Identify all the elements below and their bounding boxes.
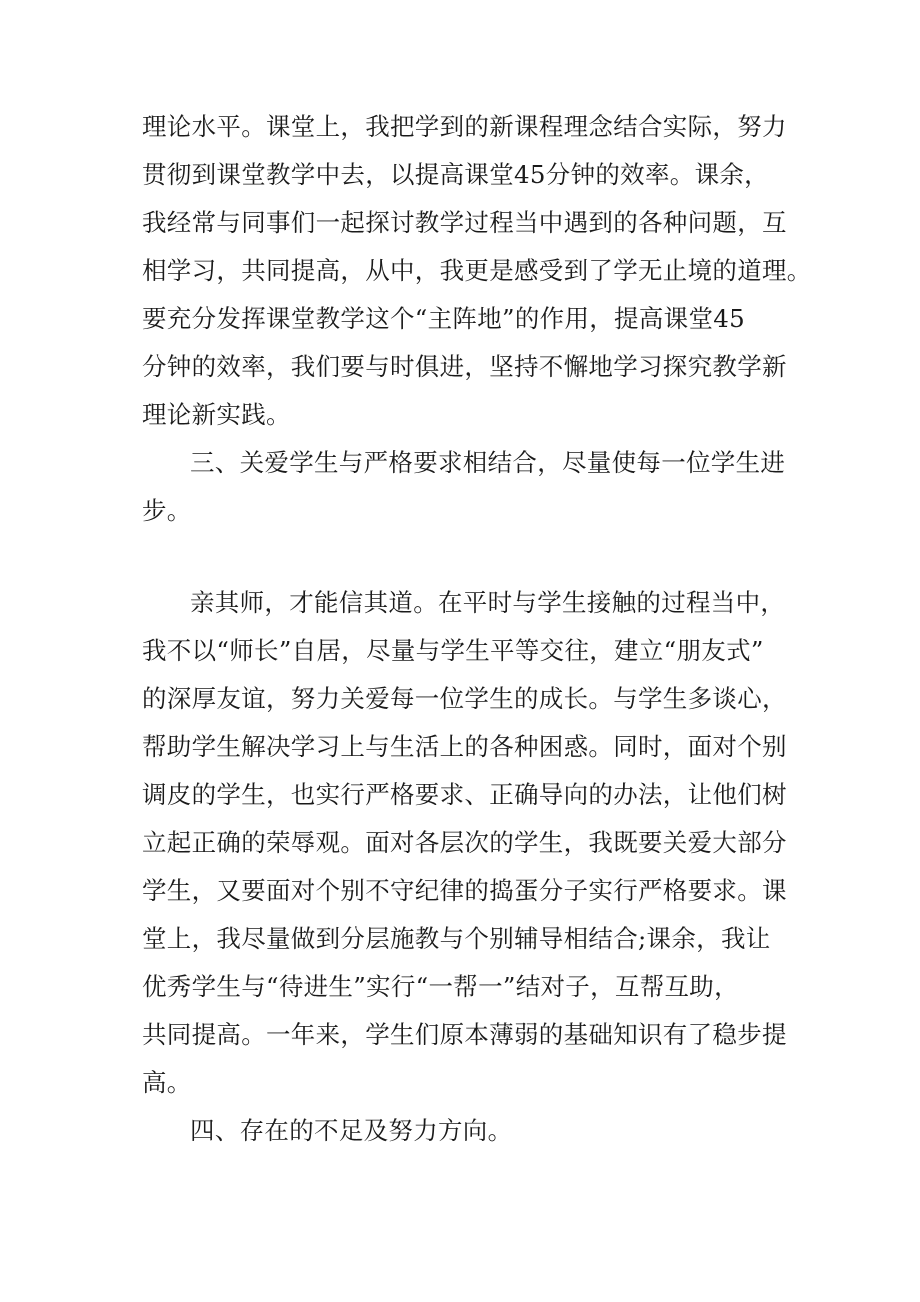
text-line: 我不以“师长”自居，尽量与学生平等交往，建立“朋友式” [142,636,764,665]
text-line: 调皮的学生，也实行严格要求、正确导向的办法，让他们树 [142,780,787,809]
text-line: 堂上，我尽量做到分层施教与个别辅导相结合;课余，我让 [142,924,771,953]
text-line: 帮助学生解决学习上与生活上的各种困惑。同时，面对个别 [142,732,787,761]
text-line: 分钟的效率，我们要与时俱进，坚持不懈地学习探究教学新 [142,352,787,381]
paragraph-first-line: 亲其师，才能信其道。在平时与学生接触的过程当中， [190,588,786,617]
text-line: 贯彻到课堂教学中去，以提高课堂45分钟的效率。课余， [142,160,769,189]
text-line: 的深厚友谊，努力关爱每一位学生的成长。与学生多谈心， [142,684,787,713]
text-line: 我经常与同事们一起探讨教学过程当中遇到的各种问题，互 [142,208,787,237]
text-line: 优秀学生与“待进生”实行“一帮一”结对子，互帮互助， [142,972,739,1001]
text-line: 理论水平。课堂上，我把学到的新课程理念结合实际，努力 [142,112,787,141]
text-line: 要充分发挥课堂教学这个“主阵地”的作用，提高课堂45 [142,304,746,333]
text-line: 共同提高。一年来，学生们原本薄弱的基础知识有了稳步提 [142,1020,787,1049]
section-heading-four: 四、存在的不足及努力方向。 [190,1116,513,1145]
text-line: 高。 [142,1068,192,1097]
text-line: 相学习，共同提高，从中，我更是感受到了学无止境的道理。 [142,256,812,285]
text-line: 立起正确的荣辱观。面对各层次的学生，我既要关爱大部分 [142,828,787,857]
text-line: 理论新实践。 [142,400,291,429]
section-heading-three-continued: 步。 [142,496,192,525]
section-heading-three: 三、关爱学生与严格要求相结合，尽量使每一位学生进 [190,448,786,477]
text-line: 学生，又要面对个别不守纪律的捣蛋分子实行严格要求。课 [142,876,787,905]
